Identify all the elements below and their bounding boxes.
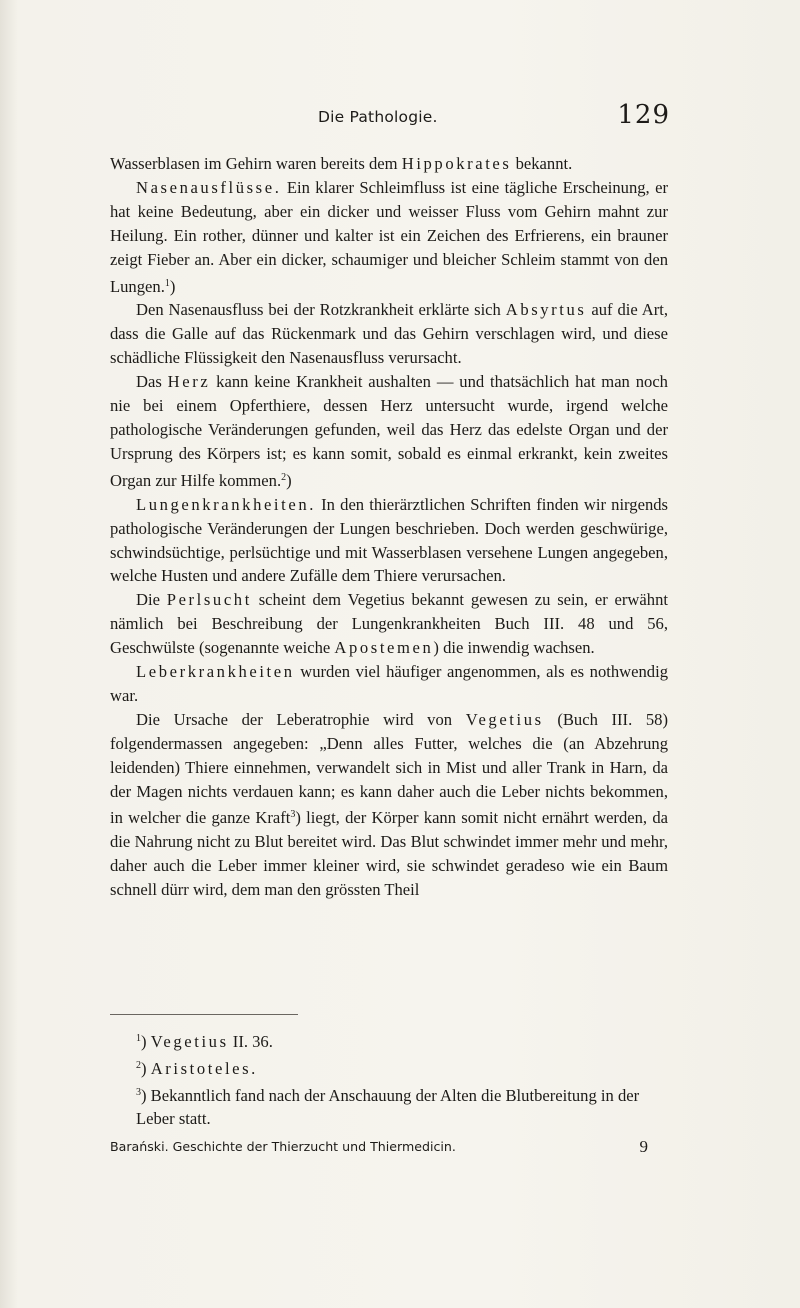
spaced-emphasis: Perlsucht — [166, 590, 252, 610]
spaced-emphasis: Absyrtus — [505, 300, 587, 320]
spaced-emphasis: Herz — [167, 372, 211, 392]
footnote-marker: 2 — [136, 1059, 141, 1071]
footnote-marker: 3 — [290, 809, 296, 821]
spaced-emphasis: Vegetius — [150, 1032, 229, 1051]
footnote-marker: 3 — [136, 1086, 141, 1098]
spaced-emphasis: Hippokrates — [401, 154, 512, 173]
body-text — [110, 152, 668, 902]
spaced-emphasis: Leberkrankheiten — [136, 662, 295, 682]
paragraph: Nasenausflüsse. Ein klarer Schleimfluss ist eine tägliche Erscheinung, er hat keine Bedeutung, aber ein dicker und weisser Fluss vom Gehirn mahnt zur Heilung. Ein rother, dünner und kalter ist ein Zeichen des Erfrierens, ein brauner zeigt Fieber an. Aber ein dicker, schaumiger und bleicher Schleim stammt von den Lungen.$^1$) — [110, 177, 668, 296]
signature-mark: 9 — [639, 1137, 648, 1156]
footnote: $^2$) Aristoteles. — [136, 1058, 258, 1078]
paragraph: Die Ursache der Leberatrophie wird von Vegetius (Buch III. 58) folgendermassen angegeben: „Denn alles Futter, welches die (an Abzehrung leidenden) Thiere einnehmen, verwandelt sich in Mist und aller Trank in Harn, da der Magen nichts verdauen kann; es kann daher auch die Leber nichts bekommen, in welcher die ganze Kraft$^3$) liegt, der Körper kann somit nicht ernährt werden, da die Nahrung nicht zu Blut bereitet wird. Das Blut schwindet immer mehr und mehr, daher auch die Leber immer kleiner wird, sie schwindet geradeso wie ein Baum schnell dürr wird, dem man den grössten Theil — [110, 709, 668, 900]
footnote: $^3$) Bekanntlich fand nach der Anschauung der Alten die Blutbereitung in der Leber statt. — [136, 1085, 640, 1129]
running-title: Die Pathologie. — [318, 108, 438, 126]
spaced-emphasis: Nasenausflüsse. — [136, 177, 282, 197]
page-footer — [110, 1139, 668, 1163]
spaced-emphasis: Apostemen — [334, 638, 434, 658]
footnote-marker: 1 — [164, 277, 170, 289]
paragraph: Den Nasenausfluss bei der Rotzkrankheit erklärte sich Absyrtus auf die Art, dass die Galle auf das Rückenmark und das Gehirn verschlagen wird, und diese schädliche Flüssigkeit den Nasenausfluss verursacht. — [110, 300, 668, 368]
page-number: 129 — [617, 100, 670, 130]
spaced-emphasis: Vegetius — [465, 709, 544, 729]
paragraph: Die Perlsucht scheint dem Vegetius bekannt gewesen zu sein, er erwähnt nämlich bei Beschreibung der Lungenkrankheiten Buch III. 48 und 56, Geschwülste (sogenannte weiche Apostemen) die inwendig wachsen. — [110, 590, 668, 658]
footnote-marker: 2 — [281, 471, 287, 483]
paragraph: Wasserblasen im Gehirn waren bereits dem Hippokrates bekannt. — [110, 154, 573, 173]
spaced-emphasis: Lungenkrankheiten. — [136, 494, 316, 514]
running-header — [318, 100, 670, 136]
footnote: $^1$) Vegetius II. 36. — [136, 1032, 273, 1051]
footnote-marker: 1 — [136, 1033, 141, 1044]
footer-citation: Barański. Geschichte der Thierzucht und Thiermedicin. — [110, 1139, 456, 1154]
footnote-rule — [110, 1014, 298, 1015]
footnotes — [110, 1027, 668, 1131]
paragraph: Lungenkrankheiten. In den thierärztlichen Schriften finden wir nirgends pathologische Veränderungen der Lungen beschrieben. Doch werden geschwürige, schwindsüchtige, perlsüchtige und mit Wasserblasen versehene Lungen angegeben, welche Husten und andere Zufälle dem Thiere verursachen. — [110, 494, 668, 586]
spaced-emphasis: Aristoteles. — [150, 1058, 258, 1078]
paragraph: Leberkrankheiten wurden viel häufiger angenommen, als es nothwendig war. — [110, 662, 668, 705]
paragraph: Das Herz kann keine Krankheit aushalten — und thatsächlich hat man noch nie bei einem Opferthiere, dessen Herz untersucht wurde, irgend welche pathologische Veränderungen gefunden, weil das Herz das edelste Organ und der Ursprung des Körpers ist; es kann somit, sobald es einmal erkrankt, kein zweites Organ zur Hilfe kommen.$^2$) — [110, 372, 668, 490]
